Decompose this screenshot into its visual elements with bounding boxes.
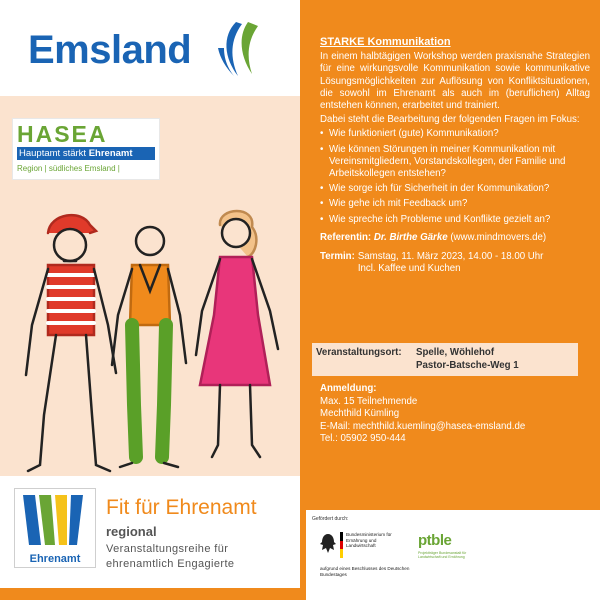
referentin-name: Dr. Birthe Gärke <box>373 231 448 243</box>
ptble-subtitle: Projektträger Bundesanstalt für Landwirtschaft und Ernährung <box>418 551 467 560</box>
registration-block <box>320 383 590 446</box>
list-item: • Wie gehe ich mit Feedback um? <box>320 198 590 210</box>
registration-email[interactable]: E-Mail: mechthild.kuemling@hasea-emsland.de <box>320 420 526 432</box>
hasea-tagline: Hauptamt stärkt Ehrenamt <box>17 147 155 160</box>
fit-subtitle-line1: Veranstaltungsreihe für <box>106 543 229 555</box>
registration-contact: Mechthild Kümling <box>320 408 400 420</box>
sponsor-heading: Gefördert durch: <box>312 516 349 522</box>
hasea-wordmark: HASEA <box>17 121 108 147</box>
venue-place: Spelle, Wöhlehof <box>416 347 495 358</box>
workshop-heading: STARKE Kommunikation <box>320 36 451 48</box>
bottom-rule <box>0 588 300 600</box>
list-item: • Wie funktioniert (gute) Kommunikation? <box>320 128 590 140</box>
bundestag-note: aufgrund eines Beschlusses des Deutschen Bundestages <box>320 566 410 577</box>
registration-phone[interactable]: Tel.: 05902 950-444 <box>320 433 406 445</box>
list-item: • Wie sorge ich für Sicherheit in der Kommunikation? <box>320 183 590 195</box>
registration-capacity: Max. 15 Teilnehmende <box>320 395 418 407</box>
list-item: • Wie spreche ich Probleme und Konflikte gezielt an? <box>320 214 590 226</box>
fit-title: Fit für Ehrenamt <box>106 496 257 519</box>
venue-label: Veranstaltungsort: <box>316 347 402 358</box>
federal-eagle-icon <box>320 532 336 554</box>
questions-intro: Dabei steht die Bearbeitung der folgenden Fragen im Fokus: <box>320 114 580 126</box>
termin-note: Incl. Kaffee und Kuchen <box>357 263 461 275</box>
figure-middle <box>112 227 186 467</box>
registration-label: Anmeldung: <box>320 383 377 394</box>
fit-regional: regional <box>106 524 157 539</box>
referentin-line: Referentin: Dr. Birthe Gärke (www.mindmovers.de) <box>320 231 547 243</box>
termin-block: Termin: Samstag, 11. März 2023, 14.00 - 18.00 Uhr Incl. Kaffee und Kuchen <box>320 251 544 275</box>
figure-left <box>26 215 116 471</box>
question-list <box>320 128 590 225</box>
venue-street: Pastor-Batsche-Weg 1 <box>416 360 519 371</box>
volunteers-illustration <box>20 195 290 485</box>
figure-right <box>196 211 278 457</box>
emsland-logo <box>28 18 278 80</box>
venue-box <box>312 343 578 376</box>
workshop-description <box>320 36 590 275</box>
ptble-logo: ptble <box>418 532 452 549</box>
referentin-website: (www.mindmovers.de) <box>450 231 547 243</box>
emsland-wordmark: Emsland <box>28 28 192 72</box>
list-item: • Wie können Störungen in meiner Kommunikation mit Vereinsmitgliedern, Vorstandskollegen, der Familie und Arbeitskollegen entstehen? <box>320 144 590 181</box>
emsland-swoosh-icon <box>208 18 268 80</box>
sponsor-box <box>306 510 600 600</box>
ehrenamt-badge-logo <box>14 488 96 568</box>
german-flag-icon <box>340 532 343 558</box>
hasea-region: Region | südliches Emsland | <box>17 164 120 173</box>
ehrenamt-stripes-icon <box>15 489 97 551</box>
termin-date: Samstag, 11. März 2023, 14.00 - 18.00 Uhr <box>357 251 544 263</box>
fit-subtitle-line2: ehrenamtlich Engagierte <box>106 558 235 570</box>
workshop-intro: In einem halbtägigen Workshop werden praxisnahe Strategien für eine wirkungsvolle Kommunikation sowie kommunikative Lösungsmöglichkeiten zur Auflösung von Konfliktsituationen, die sowohl im Ehrenamt als auch im (beruflichen) Alltag entstehen können, erarbeitet und trainiert. <box>320 51 590 112</box>
badge-label: Ehrenamt <box>29 553 81 565</box>
hasea-logo <box>12 118 160 180</box>
bmel-label: Bundesministerium für Ernährung und Landwirtschaft <box>346 532 392 548</box>
